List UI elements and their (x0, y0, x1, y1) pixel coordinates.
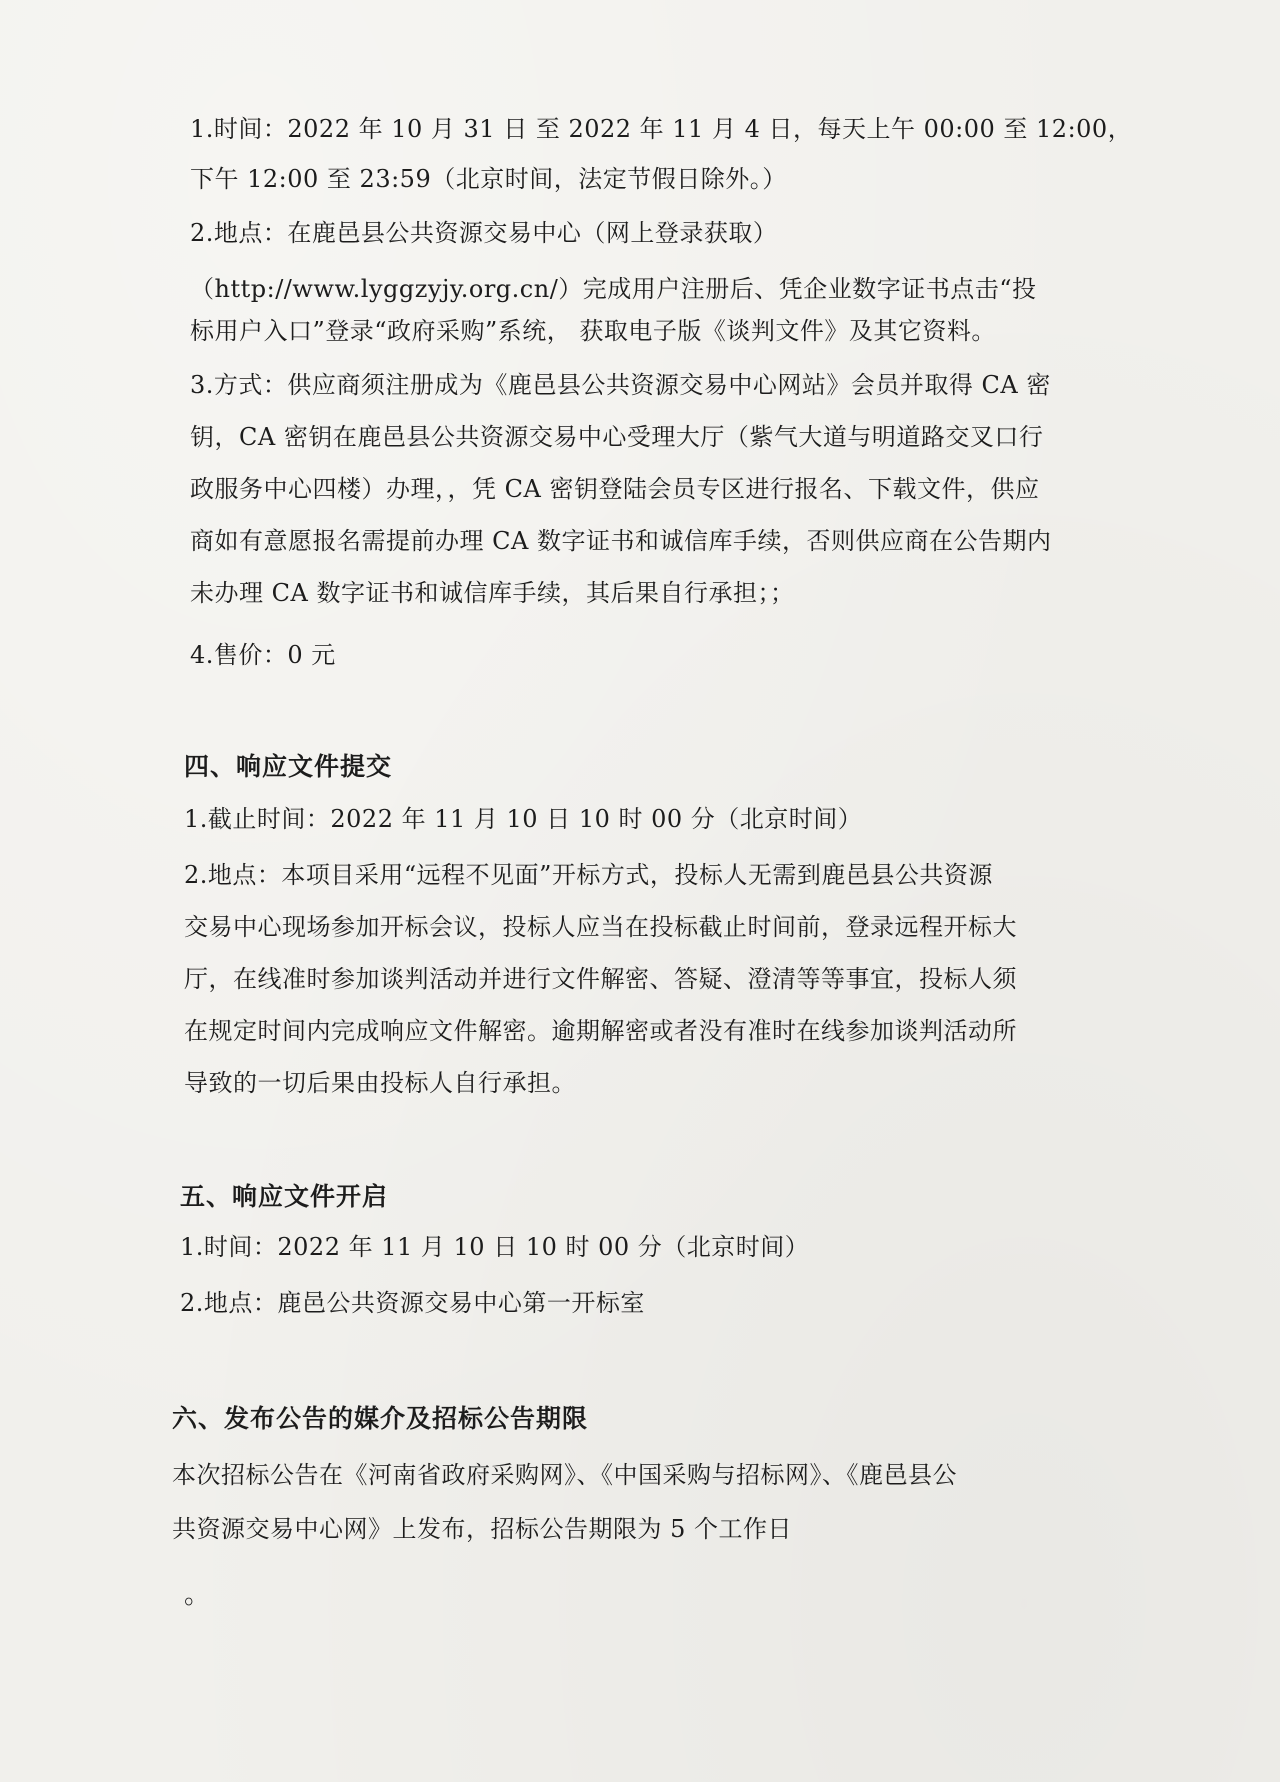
method-item-line-2: 钥，CA 密钥在鹿邑县公共资源交易中心受理大厅（紫气大道与明道路交叉口行 (190, 423, 1044, 451)
location-item-line-1: 2.地点：在鹿邑县公共资源交易中心（网上登录获取） (190, 219, 778, 247)
trailing-period: 。 (184, 1580, 211, 1610)
time-item-line-1: 1.时间：2022 年 10 月 31 日 至 2022 年 11 月 4 日，每天上午 00:00 至 12:00， (190, 115, 1133, 143)
section-heading-submission: 四、响应文件提交 (184, 752, 393, 781)
location-item-line-2: （http://www.lyggzyjy.org.cn/）完成用户注册后、凭企业数字证书点击“投 (190, 275, 1037, 303)
section-heading-publication: 六、发布公告的媒介及招标公告期限 (172, 1404, 589, 1433)
opening-time-item: 1.时间：2022 年 11 月 10 日 10 时 00 分（北京时间） (180, 1233, 810, 1261)
deadline-item: 1.截止时间：2022 年 11 月 10 日 10 时 00 分（北京时间） (184, 805, 863, 833)
opening-location-item: 2.地点：鹿邑公共资源交易中心第一开标室 (180, 1289, 645, 1317)
method-item-line-1: 3.方式：供应商须注册成为《鹿邑县公共资源交易中心网站》会员并取得 CA 密 (190, 371, 1051, 399)
time-item-line-2: 下午 12:00 至 23:59（北京时间，法定节假日除外。） (190, 165, 787, 193)
submission-location-line-1: 2.地点：本项目采用“远程不见面”开标方式，投标人无需到鹿邑县公共资源 (184, 861, 993, 889)
submission-location-line-4: 在规定时间内完成响应文件解密。逾期解密或者没有准时在线参加谈判活动所 (184, 1017, 1017, 1045)
location-item-line-3: 标用户入口”登录“政府采购”系统， 获取电子版《谈判文件》及其它资料。 (190, 317, 996, 345)
submission-location-line-5: 导致的一切后果由投标人自行承担。 (184, 1069, 576, 1097)
submission-location-line-2: 交易中心现场参加开标会议，投标人应当在投标截止时间前，登录远程开标大 (184, 913, 1017, 941)
section-heading-opening: 五、响应文件开启 (180, 1182, 389, 1211)
method-item-line-5: 未办理 CA 数字证书和诚信库手续，其后果自行承担；； (190, 579, 795, 607)
publication-para-line-1: 本次招标公告在《河南省政府采购网》、《中国采购与招标网》、《鹿邑县公 (172, 1461, 957, 1489)
method-item-line-4: 商如有意愿报名需提前办理 CA 数字证书和诚信库手续，否则供应商在公告期内 (190, 527, 1052, 555)
price-item: 4.售价：0 元 (190, 641, 336, 669)
submission-location-line-3: 厅，在线准时参加谈判活动并进行文件解密、答疑、澄清等等事宜，投标人须 (184, 965, 1017, 993)
method-item-line-3: 政服务中心四楼）办理，，凭 CA 密钥登陆会员专区进行报名、下载文件，供应 (190, 475, 1040, 503)
publication-para-line-2: 共资源交易中心网》上发布，招标公告期限为 5 个工作日 (172, 1515, 793, 1543)
